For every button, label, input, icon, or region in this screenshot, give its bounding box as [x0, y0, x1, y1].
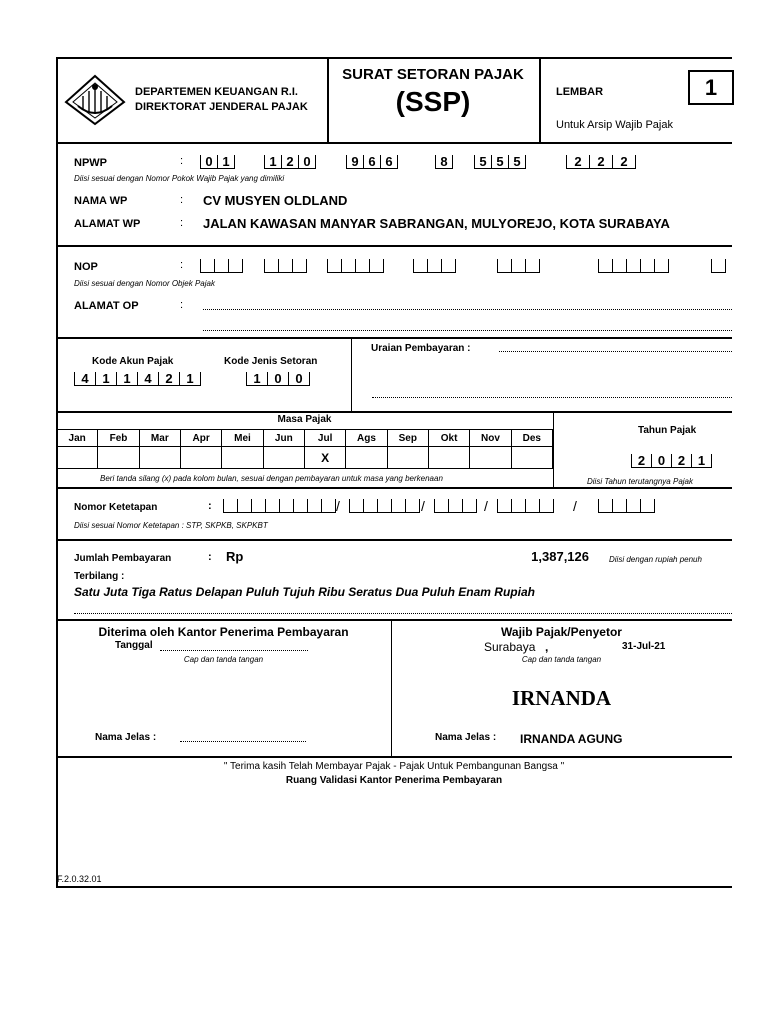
- npwp-digit: 8: [435, 155, 453, 169]
- penerima-title: Diterima oleh Kantor Penerima Pembayaran: [98, 625, 349, 639]
- kode-akun-field[interactable]: [74, 372, 201, 386]
- masa-table: [56, 429, 553, 469]
- month-jan: Jan: [57, 430, 98, 447]
- kode-akun-label: Kode Akun Pajak: [92, 356, 174, 367]
- ketetapan-slash: /: [421, 498, 425, 514]
- ketetapan-slash: /: [573, 498, 577, 514]
- nop-note: Diisi sesuai dengan Nomor Objek Pajak: [74, 279, 215, 288]
- uraian-line-2[interactable]: [372, 397, 732, 398]
- uraian-line-1[interactable]: [499, 351, 732, 352]
- penyetor-nama-label: Nama Jelas :: [435, 732, 497, 743]
- lembar-label: LEMBAR: [556, 86, 604, 98]
- kode-jenis-digit: 0: [289, 372, 310, 386]
- ketetapan-slash: /: [484, 498, 488, 514]
- ketetapan-slash: /: [336, 498, 340, 514]
- npwp-digit: 5: [474, 155, 492, 169]
- kode-jenis-digit: 1: [246, 372, 268, 386]
- month-sep: Sep: [387, 430, 428, 447]
- kode-akun-digit: 1: [96, 372, 117, 386]
- month-ags: Ags: [346, 430, 387, 447]
- mark-nov[interactable]: [470, 447, 511, 469]
- npwp-digit: 6: [381, 155, 398, 169]
- month-des: Des: [511, 430, 552, 447]
- terbilang-line: [74, 613, 732, 614]
- npwp-digit: 5: [509, 155, 526, 169]
- kode-jenis-label: Kode Jenis Setoran: [224, 356, 318, 367]
- penyetor-date: 31-Jul-21: [622, 641, 666, 652]
- nama-wp-colon: :: [180, 194, 184, 206]
- kode-akun-digit: 1: [180, 372, 201, 386]
- jumlah-colon: :: [208, 551, 212, 563]
- kode-akun-digit: 4: [74, 372, 96, 386]
- dept-line2: DIREKTORAT JENDERAL PAJAK: [135, 101, 308, 113]
- alamat-op-line-2[interactable]: [203, 330, 732, 331]
- tanggal-line[interactable]: [160, 650, 308, 651]
- masa-title: Masa Pajak: [277, 414, 332, 425]
- terbilang-label: Terbilang :: [74, 571, 125, 582]
- alamat-wp-value[interactable]: JALAN KAWASAN MANYAR SABRANGAN, MULYOREJO, KOTA SURABAYA: [203, 216, 670, 231]
- kode-akun-digit: 2: [159, 372, 180, 386]
- kode-akun-digit: 1: [117, 372, 138, 386]
- npwp-digit: 6: [364, 155, 381, 169]
- jumlah-amount[interactable]: 1,387,126: [531, 549, 589, 564]
- jumlah-currency: Rp: [226, 549, 244, 564]
- mark-sep[interactable]: [387, 447, 428, 469]
- tahun-note: Diisi Tahun terutangnya Pajak: [587, 477, 693, 486]
- terbilang-value[interactable]: Satu Juta Tiga Ratus Delapan Puluh Tujuh Ribu Seratus Dua Puluh Enam Rupiah: [74, 585, 535, 599]
- garuda-emblem-icon: [62, 74, 128, 126]
- npwp-digit: 2: [613, 155, 636, 169]
- tahun-digit: 2: [672, 454, 692, 468]
- month-mei: Mei: [222, 430, 263, 447]
- penerima-nama-line[interactable]: [180, 741, 306, 742]
- penyetor-comma: ,: [545, 640, 549, 654]
- mark-des[interactable]: [511, 447, 552, 469]
- mark-jun[interactable]: [263, 447, 304, 469]
- month-mar: Mar: [139, 430, 180, 447]
- alamat-wp-label: ALAMAT WP: [74, 218, 141, 230]
- npwp-digit: 1: [218, 155, 235, 169]
- mark-mei[interactable]: [222, 447, 263, 469]
- month-feb: Feb: [98, 430, 139, 447]
- validasi-text: Ruang Validasi Kantor Penerima Pembayaran: [285, 775, 503, 786]
- npwp-digit: 0: [299, 155, 316, 169]
- npwp-label: NPWP: [74, 157, 107, 169]
- tahun-field[interactable]: [631, 454, 712, 468]
- tahun-label: Tahun Pajak: [638, 425, 697, 436]
- penyetor-signature: IRNANDA: [511, 686, 612, 710]
- npwp-colon: :: [180, 155, 184, 167]
- month-jul: Jul: [304, 430, 345, 447]
- form-code-footer: F.2.0.32.01: [57, 874, 102, 884]
- npwp-digit: 1: [264, 155, 282, 169]
- penyetor-cap: Cap dan tanda tangan: [521, 655, 602, 664]
- kode-jenis-digit: 0: [268, 372, 289, 386]
- nama-wp-value[interactable]: CV MUSYEN OLDLAND: [203, 193, 348, 208]
- penyetor-city: Surabaya: [484, 640, 536, 654]
- tahun-digit: 2: [631, 454, 652, 468]
- npwp-digit: 2: [566, 155, 590, 169]
- ketetapan-label: Nomor Ketetapan: [74, 502, 158, 513]
- month-nov: Nov: [470, 430, 511, 447]
- npwp-digit: 2: [590, 155, 613, 169]
- form-title: SURAT SETORAN PAJAK: [342, 66, 524, 83]
- alamat-op-colon: :: [180, 299, 184, 311]
- penerima-nama-label: Nama Jelas :: [95, 732, 157, 743]
- npwp-digit: 0: [200, 155, 218, 169]
- npwp-note: Diisi sesuai dengan Nomor Pokok Wajib Pajak yang dimiliki: [74, 174, 285, 183]
- lembar-number: 1: [688, 70, 734, 105]
- npwp-digit: 2: [282, 155, 299, 169]
- penyetor-title: Wajib Pajak/Penyetor: [501, 625, 622, 639]
- npwp-digit: 5: [492, 155, 509, 169]
- alamat-op-line-1[interactable]: [203, 309, 732, 310]
- month-apr: Apr: [180, 430, 221, 447]
- tanggal-label: Tanggal: [115, 640, 153, 651]
- tahun-digit: 0: [652, 454, 672, 468]
- month-okt: Okt: [428, 430, 469, 447]
- mark-feb[interactable]: [98, 447, 139, 469]
- tahun-digit: 1: [692, 454, 712, 468]
- nop-label: NOP: [74, 261, 98, 273]
- ketetapan-colon: :: [208, 500, 212, 512]
- mark-mar[interactable]: [139, 447, 180, 469]
- mark-jan[interactable]: [57, 447, 98, 469]
- kode-akun-digit: 4: [138, 372, 159, 386]
- alamat-wp-colon: :: [180, 217, 184, 229]
- dept-line1: DEPARTEMEN KEUANGAN R.I.: [135, 86, 298, 98]
- ketetapan-note: Diisi sesuai Nomor Ketetapan : STP, SKPKB, SKPKBT: [74, 521, 268, 530]
- penerima-cap: Cap dan tanda tangan: [183, 655, 264, 664]
- masa-note: Beri tanda silang (x) pada kolom bulan, sesuai dengan pembayaran untuk masa yang berkenaan: [100, 474, 443, 483]
- lembar-desc: Untuk Arsip Wajib Pajak: [556, 119, 673, 131]
- mark-jul[interactable]: X: [304, 447, 345, 469]
- penyetor-nama-value[interactable]: IRNANDA AGUNG: [520, 732, 623, 746]
- jumlah-note: Diisi dengan rupiah penuh: [609, 555, 702, 564]
- mark-okt[interactable]: [428, 447, 469, 469]
- mark-apr[interactable]: [180, 447, 221, 469]
- kode-jenis-field[interactable]: [246, 372, 310, 386]
- form-code: (SSP): [395, 86, 471, 117]
- nama-wp-label: NAMA WP: [74, 195, 128, 207]
- jumlah-label: Jumlah Pembayaran: [74, 553, 172, 564]
- npwp-digit: 9: [346, 155, 364, 169]
- nop-colon: :: [180, 259, 184, 271]
- alamat-op-label: ALAMAT OP: [74, 300, 139, 312]
- month-jun: Jun: [263, 430, 304, 447]
- uraian-label: Uraian Pembayaran :: [371, 343, 471, 354]
- thanks-text: " Terima kasih Telah Membayar Pajak - Pajak Untuk Pembangunan Bangsa ": [223, 761, 565, 772]
- mark-ags[interactable]: [346, 447, 387, 469]
